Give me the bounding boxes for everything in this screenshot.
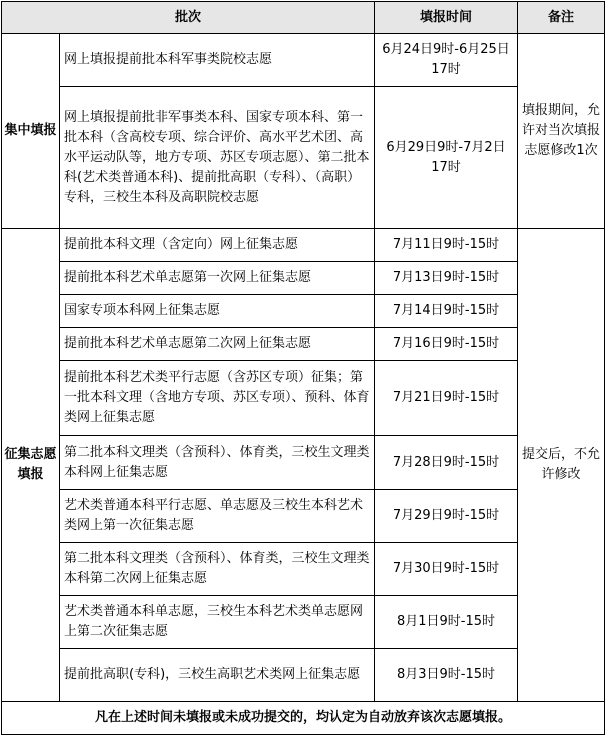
batch-cell: 提前批高职(专科)，三校生高职艺术类网上征集志愿 [60,649,375,702]
table-row [2,543,605,596]
header-row [2,2,605,34]
time-cell: 7月13日9时-15时 [375,262,518,295]
batch-cell: 第二批本科文理类（含预科）、体育类，三校生文理类本科第二次网上征集志愿 [60,543,375,596]
header-batch: 批次 [2,2,375,34]
table-row [2,229,605,262]
table-row [2,328,605,361]
table-row [2,295,605,328]
batch-cell: 艺术类普通本科平行志愿、单志愿及三校生本科艺术类网上第一次征集志愿 [60,490,375,543]
batch-cell: 网上填报提前批本科军事类院校志愿 [60,34,375,87]
time-cell: 7月28日9时-15时 [375,436,518,490]
batch-cell: 艺术类普通本科单志愿，三校生本科艺术类单志愿网上第二次征集志愿 [60,596,375,649]
group-label-solicitation: 征集志愿填报 [2,229,60,702]
note-cell-centralized: 填报期间，允许对当次填报志愿修改1次 [518,34,605,229]
table-row [2,262,605,295]
batch-cell: 第二批本科文理类（含预科）、体育类，三校生文理类本科网上征集志愿 [60,436,375,490]
table-row [2,87,605,229]
time-cell: 7月30日9时-15时 [375,543,518,596]
table-row [2,490,605,543]
time-cell: 7月14日9时-15时 [375,295,518,328]
time-cell: 7月16日9时-15时 [375,328,518,361]
header-time: 填报时间 [375,2,518,34]
table-row [2,649,605,702]
table-row [2,34,605,87]
table-row [2,436,605,490]
time-cell: 8月1日9时-15时 [375,596,518,649]
header-note: 备注 [518,2,605,34]
time-cell: 6月24日9时-6月25日17时 [375,34,518,87]
time-cell: 8月3日9时-15时 [375,649,518,702]
table-row [2,596,605,649]
group-label-centralized: 集中填报 [2,34,60,229]
batch-cell: 提前批本科文理（含定向）网上征集志愿 [60,229,375,262]
batch-cell: 国家专项本科网上征集志愿 [60,295,375,328]
time-cell: 7月21日9时-15时 [375,361,518,436]
time-cell: 7月11日9时-15时 [375,229,518,262]
batch-cell: 网上填报提前批非军事类本科、国家专项本科、第一批本科（含高校专项、综合评价、高水平艺术团、高水平运动队等，地方专项、苏区专项志愿）、第二批本科(艺术类普通本科)、提前批高职（专科）、（高职）专科，三校生本科及高职院校志愿 [60,87,375,229]
footer-row [2,702,605,735]
note-cell-solicitation: 提交后，不允许修改 [518,229,605,702]
batch-cell: 提前批本科艺术类平行志愿（含苏区专项）征集；第一批本科文理（含地方专项、苏区专项）、预科、体育类网上征集志愿 [60,361,375,436]
schedule-table [1,1,605,735]
table-row [2,361,605,436]
time-cell: 7月29日9时-15时 [375,490,518,543]
footer-note: 凡在上述时间未填报或未成功提交的，均认定为自动放弃该次志愿填报。 [2,702,605,735]
batch-cell: 提前批本科艺术单志愿第一次网上征集志愿 [60,262,375,295]
batch-cell: 提前批本科艺术单志愿第二次网上征集志愿 [60,328,375,361]
time-cell: 6月29日9时-7月2日17时 [375,87,518,229]
